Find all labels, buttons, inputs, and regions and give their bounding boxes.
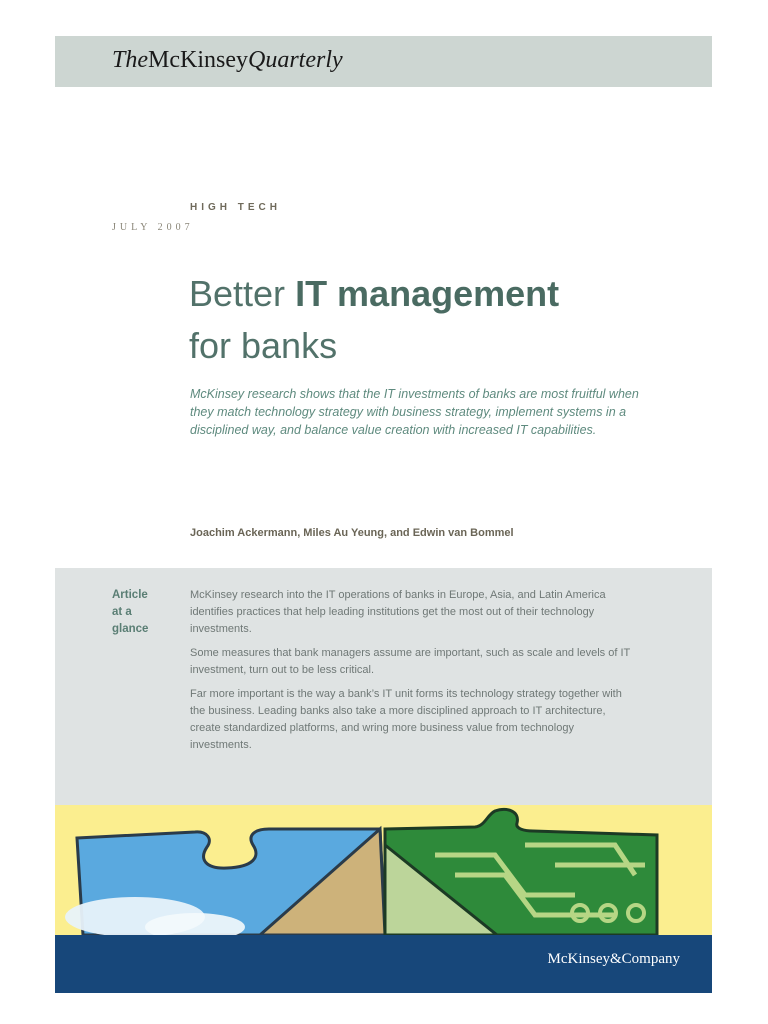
puzzle-illustration [55, 805, 712, 935]
glance-label [112, 587, 172, 638]
glance-label-line: at a [112, 606, 132, 618]
section-label: HIGH TECH [190, 202, 281, 213]
headline-line-2: for banks [189, 325, 338, 366]
headline-light: Better [189, 273, 296, 314]
article-authors: Joachim Ackermann, Miles Au Yeung, and Edwin van Bommel [190, 527, 514, 539]
article-headline [189, 272, 559, 368]
glance-summary [190, 587, 635, 761]
logo-mckinsey: McKinsey [148, 47, 248, 73]
publication-logo [112, 47, 343, 74]
glance-paragraph: Far more important is the way a bank’s IT unit forms its technology strategy together with the business. Leading banks also take a more disciplined approach to IT architecture, create standardized platforms, and wring more business value from technology investments. [190, 688, 622, 751]
glance-paragraph: Some measures that bank managers assume are important, such as scale and levels of IT investment, turn out to be less critical. [190, 647, 631, 676]
issue-date: JULY 2007 [112, 222, 194, 233]
article-at-a-glance [55, 568, 712, 805]
mckinsey-company-logo: McKinsey&Company [547, 951, 680, 967]
logo-quarterly: Quarterly [247, 47, 343, 73]
glance-label-line: glance [112, 623, 149, 635]
glance-label-line: Article [112, 589, 148, 601]
puzzle-art-svg [55, 805, 712, 935]
headline-line-1 [189, 272, 559, 324]
logo-the: The [112, 47, 148, 73]
footer-bar [55, 935, 712, 993]
headline-bold: IT management [295, 273, 560, 314]
masthead-bar [55, 36, 712, 87]
article-deck: McKinsey research shows that the IT investments of banks are most fruitful when they match technology strategy with business strategy, implement systems in a disciplined way, and balance value creation with increased IT capabilities. [190, 387, 639, 437]
glance-paragraph: McKinsey research into the IT operations of banks in Europe, Asia, and Latin America identifies practices that help leading institutions get the most out of their technology investments. [190, 589, 606, 635]
